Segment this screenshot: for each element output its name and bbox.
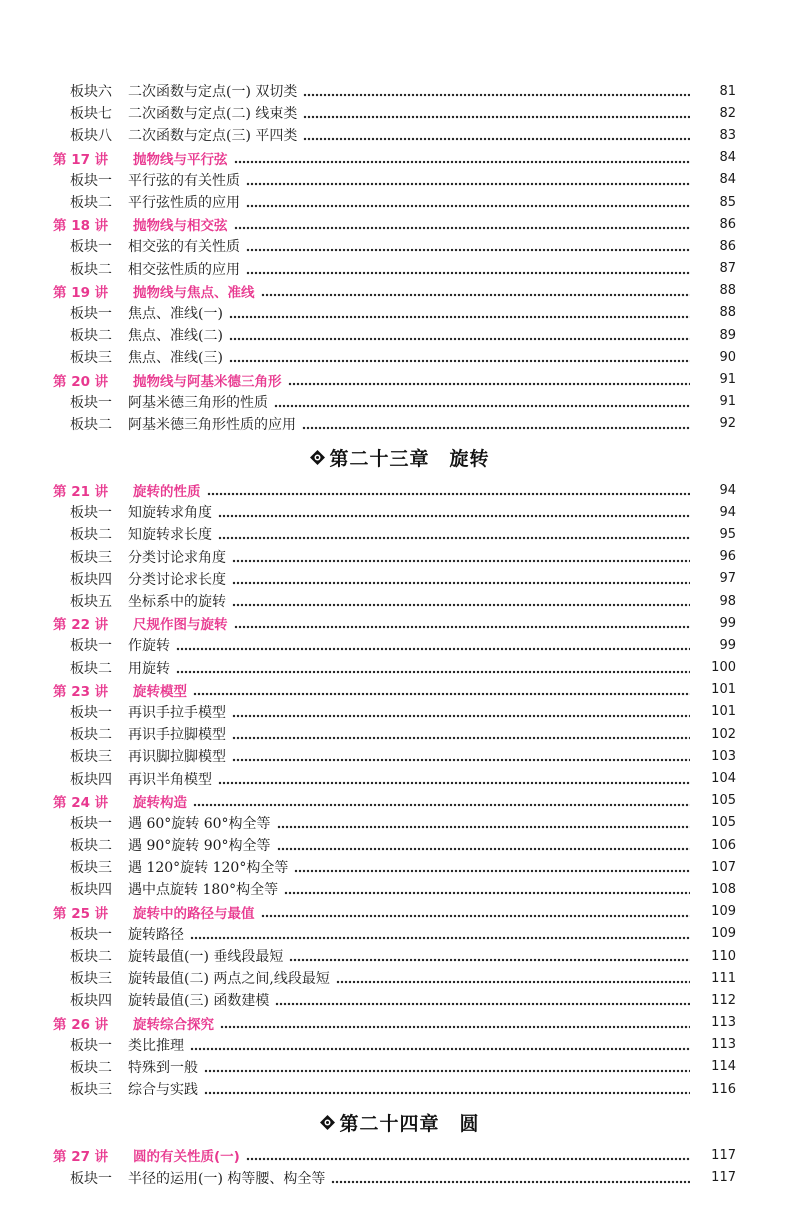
page-number: 112 <box>711 992 736 1008</box>
toc-section-row[interactable] <box>0 834 800 856</box>
dot-leader <box>303 128 690 142</box>
page-number: 81 <box>719 83 736 99</box>
toc-section-row[interactable] <box>0 102 800 124</box>
page-number: 111 <box>711 970 736 986</box>
lecture-number: 第 18 讲 <box>53 218 109 235</box>
page-number: 105 <box>711 793 736 809</box>
section-title: 相交弦的有关性质 <box>128 239 240 256</box>
section-number: 板块四 <box>70 882 112 899</box>
section-number: 板块二 <box>70 527 112 544</box>
dot-leader <box>303 84 690 98</box>
section-number: 板块六 <box>70 84 112 101</box>
section-number: 板块四 <box>70 993 112 1010</box>
dot-leader <box>193 794 690 808</box>
toc-section-row[interactable] <box>0 546 800 568</box>
toc-section-row[interactable] <box>0 767 800 789</box>
toc-lecture-row[interactable] <box>0 1012 800 1034</box>
page-number: 107 <box>711 859 736 875</box>
lecture-number: 第 25 讲 <box>53 905 109 922</box>
section-title: 特殊到一般 <box>128 1059 198 1076</box>
toc-section-row[interactable] <box>0 634 800 656</box>
page-number: 96 <box>719 549 736 565</box>
lecture-number: 第 19 讲 <box>53 284 109 301</box>
section-number: 板块五 <box>70 594 112 611</box>
lecture-number: 第 24 讲 <box>53 794 109 811</box>
toc-section-row[interactable] <box>0 967 800 989</box>
page-number: 94 <box>719 504 736 520</box>
page-number: 103 <box>711 748 736 764</box>
dot-leader <box>234 151 691 165</box>
toc-section-row[interactable] <box>0 501 800 523</box>
dot-leader <box>234 616 691 630</box>
page-number: 113 <box>711 1015 736 1031</box>
section-number: 板块二 <box>70 1059 112 1076</box>
section-number: 板块三 <box>70 1082 112 1099</box>
page-number: 97 <box>719 571 736 587</box>
page-number: 99 <box>719 615 736 631</box>
section-number: 板块一 <box>70 638 112 655</box>
section-title: 旋转路径 <box>128 926 184 943</box>
dot-leader <box>246 1148 690 1162</box>
section-number: 板块三 <box>70 350 112 367</box>
page-number: 86 <box>719 216 736 232</box>
section-title: 再识手拉脚模型 <box>128 727 226 744</box>
section-number: 板块一 <box>70 926 112 943</box>
section-number: 板块一 <box>70 1170 112 1187</box>
dot-leader <box>246 262 690 276</box>
dot-leader <box>229 306 690 320</box>
toc-section-row[interactable] <box>0 878 800 900</box>
page-number: 114 <box>711 1059 736 1075</box>
section-title: 旋转最值(一) 垂线段最短 <box>128 949 284 966</box>
page-number: 88 <box>719 283 736 299</box>
dot-leader <box>274 395 690 409</box>
section-title: 知旋转求角度 <box>128 505 212 522</box>
section-title: 平行弦的有关性质 <box>128 172 240 189</box>
toc-section-row[interactable] <box>0 191 800 213</box>
section-title: 类比推理 <box>128 1037 184 1054</box>
toc-section-row[interactable] <box>0 346 800 368</box>
dot-leader <box>232 749 690 763</box>
section-title: 焦点、准线(一) <box>128 305 223 322</box>
dot-leader <box>220 1016 690 1030</box>
section-number: 板块三 <box>70 549 112 566</box>
table-of-contents <box>0 80 800 1189</box>
chapter-title: 圆 <box>459 1112 480 1135</box>
page-number: 117 <box>711 1170 736 1186</box>
page-number: 100 <box>711 660 736 676</box>
dot-leader <box>246 239 690 253</box>
toc-lecture-row[interactable] <box>0 790 800 812</box>
page-number: 86 <box>719 238 736 254</box>
section-title: 遇中点旋转 180°构全等 <box>128 882 279 899</box>
toc-section-row[interactable] <box>0 391 800 413</box>
toc-section-row[interactable] <box>0 989 800 1011</box>
section-number: 板块三 <box>70 860 112 877</box>
dot-leader <box>275 993 690 1007</box>
toc-section-row[interactable] <box>0 745 800 767</box>
section-number: 板块一 <box>70 394 112 411</box>
toc-section-row[interactable] <box>0 856 800 878</box>
lecture-title: 抛物线与相交弦 <box>133 218 228 235</box>
section-number: 板块一 <box>70 815 112 832</box>
toc-section-row[interactable] <box>0 523 800 545</box>
section-title: 相交弦性质的应用 <box>128 261 240 278</box>
page-number: 108 <box>711 881 736 897</box>
dot-leader <box>289 949 690 963</box>
dot-leader <box>246 195 690 209</box>
page-number: 104 <box>711 771 736 787</box>
toc-lecture-row[interactable] <box>0 1144 800 1166</box>
toc-section-row[interactable] <box>0 923 800 945</box>
toc-section-row[interactable] <box>0 169 800 191</box>
lecture-title: 抛物线与焦点、准线 <box>133 284 255 301</box>
dot-leader <box>218 772 690 786</box>
lecture-number: 第 21 讲 <box>53 484 109 501</box>
page-number: 102 <box>711 726 736 742</box>
page-number: 87 <box>719 261 736 277</box>
toc-section-row[interactable] <box>0 258 800 280</box>
dot-leader <box>190 927 690 941</box>
toc-section-row[interactable] <box>0 1056 800 1078</box>
section-number: 板块一 <box>70 305 112 322</box>
section-title: 遇 90°旋转 90°构全等 <box>128 838 271 855</box>
section-number: 板块二 <box>70 416 112 433</box>
toc-section-row[interactable] <box>0 413 800 435</box>
dot-leader <box>176 661 690 675</box>
lecture-title: 旋转中的路径与最值 <box>133 905 255 922</box>
section-title: 阿基米德三角形的性质 <box>128 394 268 411</box>
dot-leader <box>302 417 690 431</box>
page-number: 82 <box>719 105 736 121</box>
section-number: 板块一 <box>70 1037 112 1054</box>
chapter-heading <box>0 1100 800 1144</box>
dot-leader <box>277 816 690 830</box>
lecture-number: 第 27 讲 <box>53 1149 109 1166</box>
dot-leader <box>336 971 690 985</box>
page-number: 88 <box>719 305 736 321</box>
section-title: 作旋转 <box>128 638 170 655</box>
section-number: 板块二 <box>70 261 112 278</box>
section-title: 综合与实践 <box>128 1082 198 1099</box>
page-number: 113 <box>711 1037 736 1053</box>
toc-lecture-row[interactable] <box>0 901 800 923</box>
page-number: 89 <box>719 327 736 343</box>
section-number: 板块二 <box>70 949 112 966</box>
toc-section-row[interactable] <box>0 568 800 590</box>
page-number: 101 <box>711 682 736 698</box>
dot-leader <box>277 838 690 852</box>
section-number: 板块一 <box>70 505 112 522</box>
section-number: 板块四 <box>70 571 112 588</box>
dot-leader <box>193 683 690 697</box>
page-number: 94 <box>719 482 736 498</box>
section-number: 板块一 <box>70 172 112 189</box>
page-number: 84 <box>719 150 736 166</box>
dot-leader <box>261 284 691 298</box>
toc-section-row[interactable] <box>0 590 800 612</box>
toc-lecture-row[interactable] <box>0 479 800 501</box>
dot-leader <box>204 1082 690 1096</box>
section-number: 板块二 <box>70 328 112 345</box>
toc-lecture-row[interactable] <box>0 679 800 701</box>
lecture-number: 第 20 讲 <box>53 373 109 390</box>
page-number: 99 <box>719 637 736 653</box>
lecture-title: 旋转综合探究 <box>133 1016 214 1033</box>
section-title: 分类讨论求角度 <box>128 549 226 566</box>
dot-leader <box>232 594 690 608</box>
chapter-title: 旋转 <box>449 447 490 470</box>
lecture-title: 抛物线与平行弦 <box>133 151 228 168</box>
toc-section-row[interactable] <box>0 1034 800 1056</box>
toc-section-row[interactable] <box>0 657 800 679</box>
section-title: 二次函数与定点(三) 平四类 <box>128 128 298 145</box>
page-number: 91 <box>719 372 736 388</box>
lecture-title: 尺规作图与旋转 <box>133 617 228 634</box>
dot-leader <box>229 328 690 342</box>
toc-section-row[interactable] <box>0 812 800 834</box>
page-number: 116 <box>711 1081 736 1097</box>
dot-leader <box>176 638 690 652</box>
section-title: 坐标系中的旋转 <box>128 594 226 611</box>
chapter-heading <box>0 435 800 479</box>
page-number: 110 <box>711 948 736 964</box>
section-title: 旋转最值(三) 函数建模 <box>128 993 270 1010</box>
page-number: 98 <box>719 593 736 609</box>
dot-leader <box>229 350 690 364</box>
dot-leader <box>207 483 691 497</box>
dot-leader <box>303 106 690 120</box>
dot-leader <box>232 705 690 719</box>
page-number: 91 <box>719 394 736 410</box>
section-title: 再识手拉手模型 <box>128 704 226 721</box>
page-number: 105 <box>711 815 736 831</box>
toc-lecture-row[interactable] <box>0 368 800 390</box>
section-title: 分类讨论求长度 <box>128 571 226 588</box>
dot-leader <box>218 505 690 519</box>
dot-leader <box>232 572 690 586</box>
toc-lecture-row[interactable] <box>0 213 800 235</box>
dot-leader <box>246 173 690 187</box>
page-number: 90 <box>719 349 736 365</box>
page-number: 109 <box>711 904 736 920</box>
dot-leader <box>232 727 690 741</box>
page-number: 106 <box>711 837 736 853</box>
page-number: 109 <box>711 926 736 942</box>
section-title: 遇 120°旋转 120°构全等 <box>128 860 289 877</box>
dot-leader <box>234 217 691 231</box>
page-number: 95 <box>719 526 736 542</box>
lecture-number: 第 23 讲 <box>53 683 109 700</box>
page-number: 85 <box>719 194 736 210</box>
section-title: 再识脚拉脚模型 <box>128 749 226 766</box>
lecture-title: 圆的有关性质(一) <box>133 1149 240 1166</box>
toc-lecture-row[interactable] <box>0 147 800 169</box>
section-title: 旋转最值(二) 两点之间,线段最短 <box>128 971 330 988</box>
lecture-title: 抛物线与阿基米德三角形 <box>133 373 282 390</box>
toc-section-row[interactable] <box>0 1078 800 1100</box>
toc-section-row[interactable] <box>0 945 800 967</box>
dot-leader <box>284 882 690 896</box>
lecture-title: 旋转的性质 <box>133 484 201 501</box>
page-number: 84 <box>719 172 736 188</box>
dot-leader <box>288 373 691 387</box>
page-number: 92 <box>719 416 736 432</box>
section-title: 平行弦性质的应用 <box>128 195 240 212</box>
lecture-number: 第 22 讲 <box>53 617 109 634</box>
section-number: 板块三 <box>70 971 112 988</box>
toc-section-row[interactable] <box>0 723 800 745</box>
diamond-ring-icon <box>320 1115 335 1130</box>
page-number: 83 <box>719 127 736 143</box>
section-number: 板块四 <box>70 771 112 788</box>
section-title: 阿基米德三角形性质的应用 <box>128 416 296 433</box>
toc-section-row[interactable] <box>0 235 800 257</box>
chapter-label: 第二十三章 <box>329 447 430 470</box>
lecture-number: 第 26 讲 <box>53 1016 109 1033</box>
section-title: 再识半角模型 <box>128 771 212 788</box>
section-number: 板块一 <box>70 704 112 721</box>
chapter-label: 第二十四章 <box>339 1112 440 1135</box>
dot-leader <box>190 1038 690 1052</box>
dot-leader <box>218 527 690 541</box>
section-number: 板块二 <box>70 838 112 855</box>
section-title: 知旋转求长度 <box>128 527 212 544</box>
section-title: 焦点、准线(三) <box>128 350 223 367</box>
section-title: 用旋转 <box>128 660 170 677</box>
section-number: 板块二 <box>70 660 112 677</box>
toc-section-row[interactable] <box>0 124 800 146</box>
section-title: 二次函数与定点(二) 线束类 <box>128 106 298 123</box>
section-number: 板块七 <box>70 106 112 123</box>
section-number: 板块一 <box>70 239 112 256</box>
page-number: 101 <box>711 704 736 720</box>
section-title: 二次函数与定点(一) 双切类 <box>128 84 298 101</box>
section-number: 板块二 <box>70 195 112 212</box>
toc-lecture-row[interactable] <box>0 612 800 634</box>
toc-section-row[interactable] <box>0 302 800 324</box>
toc-lecture-row[interactable] <box>0 280 800 302</box>
dot-leader <box>261 905 691 919</box>
section-number: 板块二 <box>70 727 112 744</box>
toc-section-row[interactable] <box>0 701 800 723</box>
dot-leader <box>294 860 690 874</box>
section-number: 板块八 <box>70 128 112 145</box>
section-number: 板块三 <box>70 749 112 766</box>
toc-section-row[interactable] <box>0 1166 800 1188</box>
dot-leader <box>232 550 690 564</box>
lecture-number: 第 17 讲 <box>53 151 109 168</box>
toc-section-row[interactable] <box>0 80 800 102</box>
lecture-title: 旋转模型 <box>133 683 187 700</box>
lecture-title: 旋转构造 <box>133 794 187 811</box>
dot-leader <box>331 1171 690 1185</box>
section-title: 焦点、准线(二) <box>128 328 223 345</box>
diamond-ring-icon <box>310 450 325 465</box>
section-title: 遇 60°旋转 60°构全等 <box>128 815 271 832</box>
dot-leader <box>204 1060 690 1074</box>
section-title: 半径的运用(一) 构等腰、构全等 <box>128 1170 326 1187</box>
toc-section-row[interactable] <box>0 324 800 346</box>
page-number: 117 <box>711 1147 736 1163</box>
